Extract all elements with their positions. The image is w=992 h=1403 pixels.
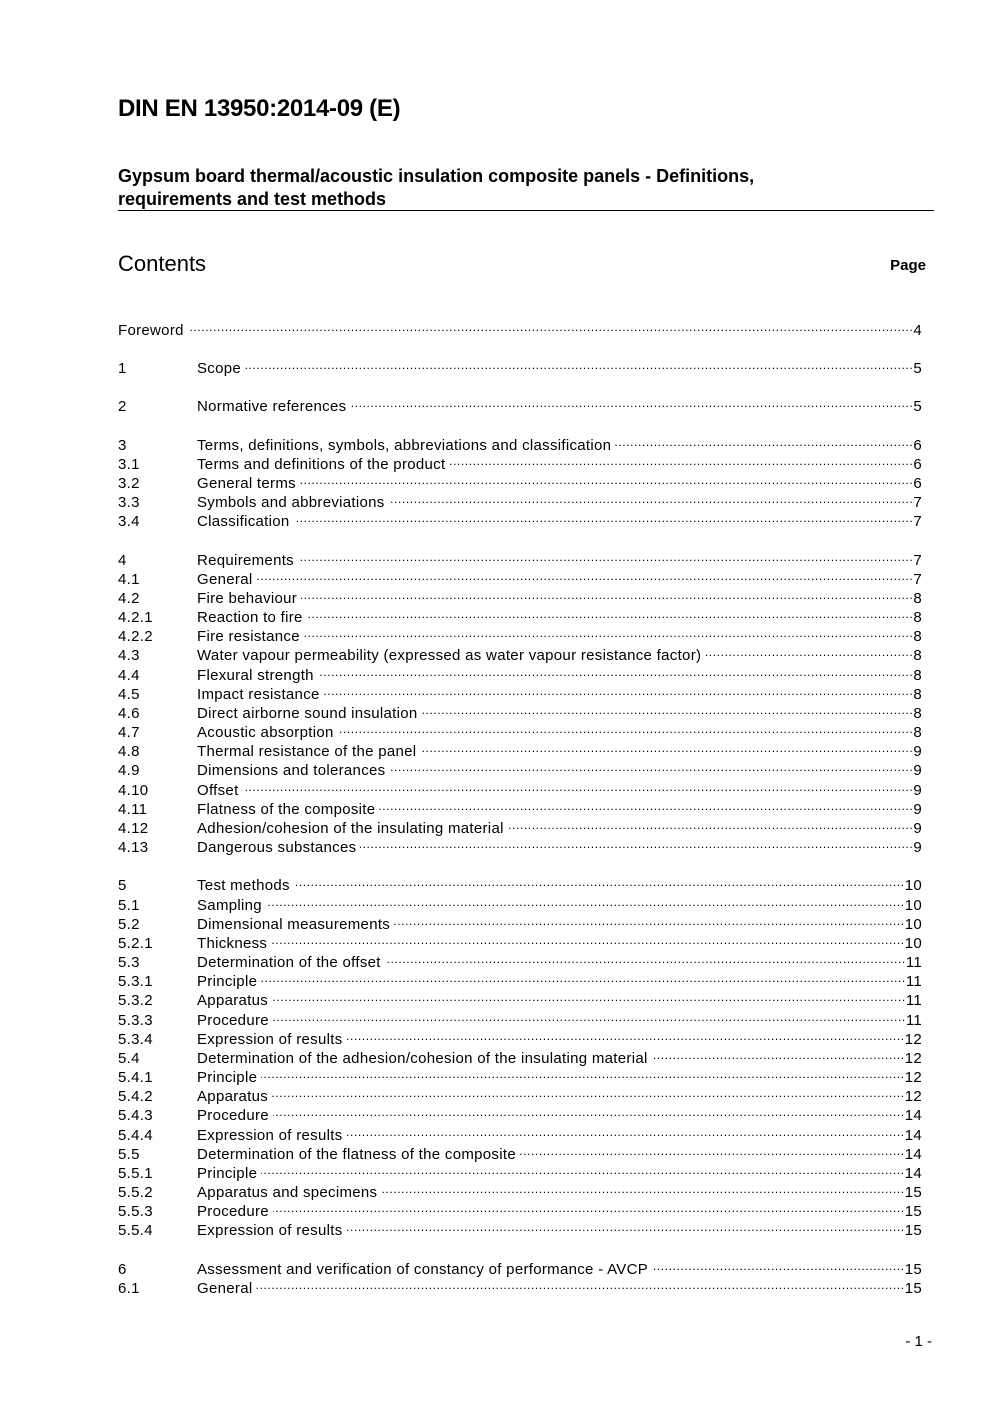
toc-entry-number: 4.13 [118,839,149,856]
toc-entry-number: 5.5.3 [118,1203,153,1220]
toc-dot-leader [338,718,914,737]
toc-dot-leader [350,392,913,411]
toc-entry-page: 5 [913,398,922,415]
page-number: - 1 - [905,1333,932,1350]
toc-entry[interactable] [118,699,922,722]
toc-entry-title: Assessment and verification of constancy of performance - AVCP [197,1261,649,1278]
toc-entry[interactable] [118,603,922,626]
toc-dot-leader [272,986,906,1005]
toc-dot-leader [188,316,914,335]
toc-entry-title: Terms and definitions of the product [197,456,446,473]
toc-entry-title: Thickness [197,935,268,952]
toc-entry-title: Determination of the adhesion/cohesion of the insulating material [197,1050,648,1067]
toc-entry-page: 9 [913,820,922,837]
toc-entry[interactable] [118,1159,922,1182]
toc-entry-title: General [197,1280,253,1297]
toc-entry[interactable] [118,1044,922,1067]
toc-entry-title: Flatness of the composite [197,801,376,818]
toc-entry[interactable] [118,1197,922,1220]
toc-entry-page: 10 [904,935,922,952]
toc-dot-leader [347,1025,905,1044]
toc-dot-leader [298,546,913,565]
toc-entry-page: 7 [913,552,922,569]
toc-entry-page: 11 [905,973,922,990]
toc-entry-number: 2 [118,398,127,415]
toc-entry-title: Dimensions and tolerances [197,762,386,779]
toc-dot-leader [520,1140,905,1159]
toc-entry-page: 5 [913,360,922,377]
toc-entry[interactable] [118,795,922,818]
toc-dot-leader [652,1044,905,1063]
toc-entry[interactable] [118,967,922,990]
toc-entry[interactable] [118,584,922,607]
toc-dot-leader [294,871,905,890]
toc-entry-title: Determination of the offset [197,954,381,971]
toc-dot-leader [261,1063,904,1082]
toc-dot-leader [256,1274,904,1293]
toc-dot-leader [271,929,904,948]
toc-entry-page: 11 [905,954,922,971]
toc-entry-title: Direct airborne sound insulation [197,705,418,722]
toc-entry-page: 10 [904,916,922,933]
toc-dot-leader [379,795,913,814]
toc-entry-title: Reaction to fire [197,609,303,626]
subtitle-line-2: requirements and test methods [118,189,387,209]
toc-entry-page: 15 [904,1280,922,1297]
toc-entry[interactable] [118,641,922,664]
toc-entry-title: Acoustic absorption [197,724,334,741]
toc-entry-number: 3 [118,437,127,454]
toc-entry-title: Requirements [197,552,294,569]
toc-entry-page: 12 [904,1069,922,1086]
toc-entry[interactable] [118,814,922,837]
toc-entry[interactable] [118,488,922,511]
toc-entry[interactable] [118,1101,922,1124]
toc-entry-number: 4.10 [118,782,149,799]
toc-entry-number: 5.2.1 [118,935,153,952]
toc-entry-number: 5.3.2 [118,992,153,1009]
toc-dot-leader [360,833,913,852]
toc-entry-number: 6.1 [118,1280,140,1297]
toc-entry[interactable] [118,1082,922,1105]
toc-entry[interactable] [118,680,922,703]
toc-entry-title: Dimensional measurements [197,916,391,933]
toc-entry-number: 3.1 [118,456,140,473]
toc-dot-leader [301,584,913,603]
toc-entry[interactable] [118,1140,922,1163]
toc-entry-title: Adhesion/cohesion of the insulating material [197,820,504,837]
toc-entry[interactable] [118,776,922,799]
toc-entry-page: 15 [904,1184,922,1201]
toc-entry-title: Foreword [118,322,184,339]
toc-entry-page: 7 [913,513,922,530]
toc-dot-leader [705,641,913,660]
toc-entry[interactable] [118,833,922,856]
toc-entry[interactable] [118,354,922,377]
toc-entry-number: 5.5.1 [118,1165,153,1182]
toc-entry[interactable] [118,431,922,454]
contents-heading: Contents [118,251,207,276]
toc-entry-page: 6 [913,456,922,473]
toc-entry-title: Impact resistance [197,686,320,703]
toc-entry[interactable] [118,565,922,588]
toc-entry-page: 11 [905,992,922,1009]
toc-entry-title: Apparatus and specimens [197,1184,378,1201]
toc-entry-number: 5.3.3 [118,1012,153,1029]
toc-entry-title: Expression of results [197,1031,343,1048]
toc-entry-number: 1 [118,360,127,377]
toc-entry-number: 4.11 [118,801,148,818]
toc-entry-number: 3.3 [118,494,140,511]
toc-entry[interactable] [118,1121,922,1144]
toc-entry-page: 15 [904,1222,922,1239]
toc-entry[interactable] [118,1025,922,1048]
toc-entry-title: Terms, definitions, symbols, abbreviations and classification [197,437,612,454]
toc-entry[interactable] [118,450,922,473]
toc-entry-page: 8 [913,724,922,741]
toc-entry-page: 7 [913,571,922,588]
toc-dot-leader [243,776,914,795]
toc-entry-title: Symbols and abbreviations [197,494,385,511]
toc-entry-number: 5.5.2 [118,1184,153,1201]
toc-dot-leader [449,450,913,469]
toc-entry[interactable] [118,718,922,741]
toc-entry-title: Procedure [197,1012,269,1029]
toc-entry-number: 6 [118,1261,127,1278]
toc-entry-title: General [197,571,253,588]
toc-dot-leader [422,699,914,718]
toc-entry[interactable] [118,1274,922,1297]
toc-entry-title: Apparatus [197,992,269,1009]
toc-entry-title: Principle [197,1069,258,1086]
toc-entry-title: Procedure [197,1203,269,1220]
toc-dot-leader [273,1101,905,1120]
toc-entry-page: 9 [913,762,922,779]
toc-entry[interactable] [118,392,922,415]
toc-entry-page: 12 [904,1031,922,1048]
toc-entry-page: 14 [904,1165,922,1182]
toc-entry-page: 8 [913,647,922,664]
toc-entry-page: 9 [913,743,922,760]
toc-entry[interactable] [118,316,922,339]
toc-entry-page: 9 [913,801,922,818]
toc-entry-number: 3.2 [118,475,140,492]
toc-entry-title: Fire resistance [197,628,300,645]
toc-entry-page: 12 [904,1050,922,1067]
toc-entry-page: 9 [913,782,922,799]
toc-entry-page: 14 [904,1107,922,1124]
toc-entry-number: 5.4.4 [118,1127,153,1144]
toc-entry[interactable] [118,910,922,933]
toc-entry-page: 12 [904,1088,922,1105]
toc-entry-number: 4.6 [118,705,140,722]
toc-dot-leader [652,1255,905,1274]
toc-entry-title: Flexural strength [197,667,314,684]
toc-entry[interactable] [118,737,922,760]
toc-entry-page: 8 [913,705,922,722]
toc-entry-page: 11 [905,1012,922,1029]
toc-dot-leader [389,756,913,775]
toc-dot-leader [256,565,913,584]
toc-entry-page: 14 [904,1127,922,1144]
toc-entry-number: 4 [118,552,127,569]
toc-entry-page: 10 [904,877,922,894]
toc-entry[interactable] [118,622,922,645]
toc-entry-title: Water vapour permeability (expressed as water vapour resistance factor) [197,647,702,664]
toc-entry-page: 4 [913,322,922,339]
toc-entry-page: 14 [904,1146,922,1163]
toc-entry-title: Normative references [197,398,347,415]
toc-entry-title: Offset [197,782,239,799]
toc-entry-title: Determination of the flatness of the composite [197,1146,516,1163]
toc-entry-number: 4.5 [118,686,140,703]
toc-entry-title: Principle [197,973,258,990]
toc-entry-title: Scope [197,360,242,377]
toc-entry-page: 6 [913,437,922,454]
toc-entry[interactable] [118,546,922,569]
toc-dot-leader [307,603,914,622]
toc-dot-leader [273,1006,906,1025]
toc-entry[interactable] [118,929,922,952]
toc-dot-leader [389,488,914,507]
toc-entry-number: 5.5.4 [118,1222,153,1239]
toc-dot-leader [273,1197,905,1216]
toc-entry[interactable] [118,948,922,971]
page-column-heading: Page [890,257,926,274]
toc-entry-page: 10 [904,897,922,914]
toc-entry-page: 7 [913,494,922,511]
toc-dot-leader [261,1159,904,1178]
toc-entry-number: 5.3.1 [118,973,153,990]
toc-dot-leader [272,1082,905,1101]
toc-entry-title: Apparatus [197,1088,269,1105]
toc-entry[interactable] [118,469,922,492]
toc-entry-number: 5.1 [118,897,140,914]
toc-entry-number: 4.2.1 [118,609,153,626]
toc-dot-leader [615,431,913,450]
toc-entry-page: 8 [913,686,922,703]
toc-entry-page: 8 [913,667,922,684]
document-title: DIN EN 13950:2014-09 (E) [118,95,401,122]
toc-entry[interactable] [118,1178,922,1201]
toc-entry-number: 5.3.4 [118,1031,153,1048]
toc-entry-page: 8 [913,609,922,626]
toc-entry-page: 6 [913,475,922,492]
toc-entry-title: Fire behaviour [197,590,298,607]
toc-entry-number: 4.3 [118,647,140,664]
toc-entry-title: Expression of results [197,1127,343,1144]
toc-dot-leader [381,1178,904,1197]
toc-entry-title: Procedure [197,1107,269,1124]
subtitle-line-1: Gypsum board thermal/acoustic insulation composite panels - Definitions, [118,166,755,186]
toc-entry-number: 4.7 [118,724,140,741]
toc-entry-page: 8 [913,590,922,607]
toc-entry-title: Classification [197,513,290,530]
toc-dot-leader [420,737,913,756]
toc-entry-page: 15 [904,1261,922,1278]
toc-entry-title: Sampling [197,897,262,914]
toc-entry-number: 5.5 [118,1146,140,1163]
toc-entry[interactable] [118,661,922,684]
toc-entry[interactable] [118,1006,922,1029]
toc-entry-number: 5 [118,877,127,894]
toc-entry[interactable] [118,1216,922,1239]
toc-dot-leader [304,622,913,641]
toc-entry-number: 4.2.2 [118,628,153,645]
toc-entry-number: 5.4.1 [118,1069,153,1086]
toc-dot-leader [318,661,914,680]
toc-dot-leader [394,910,905,929]
toc-dot-leader [508,814,914,833]
toc-entry-number: 3.4 [118,513,140,530]
toc-entry-title: Dangerous substances [197,839,357,856]
toc-entry[interactable] [118,507,922,530]
toc-dot-leader [324,680,914,699]
toc-entry[interactable] [118,1255,922,1278]
toc-entry-page: 8 [913,628,922,645]
toc-dot-leader [261,967,906,986]
toc-entry-number: 5.4.3 [118,1107,153,1124]
toc-entry-number: 4.8 [118,743,140,760]
toc-entry-number: 5.4 [118,1050,140,1067]
toc-entry-number: 4.12 [118,820,149,837]
toc-entry[interactable] [118,871,922,894]
toc-entry[interactable] [118,756,922,779]
toc-dot-leader [300,469,913,488]
toc-entry-number: 5.4.2 [118,1088,153,1105]
toc-entry-page: 15 [904,1203,922,1220]
toc-entry[interactable] [118,891,922,914]
toc-entry-number: 4.1 [118,571,140,588]
toc-dot-leader [347,1216,905,1235]
toc-entry[interactable] [118,1063,922,1086]
toc-dot-leader [294,507,914,526]
toc-entry-title: Thermal resistance of the panel [197,743,417,760]
toc-dot-leader [385,948,906,967]
toc-entry-number: 5.3 [118,954,140,971]
toc-entry-number: 5.2 [118,916,140,933]
toc-entry-title: Expression of results [197,1222,343,1239]
toc-entry-title: General terms [197,475,296,492]
toc-entry-number: 4.4 [118,667,140,684]
toc-entry-number: 4.9 [118,762,140,779]
toc-entry-number: 4.2 [118,590,140,607]
toc-entry[interactable] [118,986,922,1009]
toc-dot-leader [266,891,905,910]
toc-dot-leader [347,1121,905,1140]
toc-entry-title: Test methods [197,877,290,894]
toc-entry-title: Principle [197,1165,258,1182]
toc-dot-leader [245,354,913,373]
toc-entry-page: 9 [913,839,922,856]
